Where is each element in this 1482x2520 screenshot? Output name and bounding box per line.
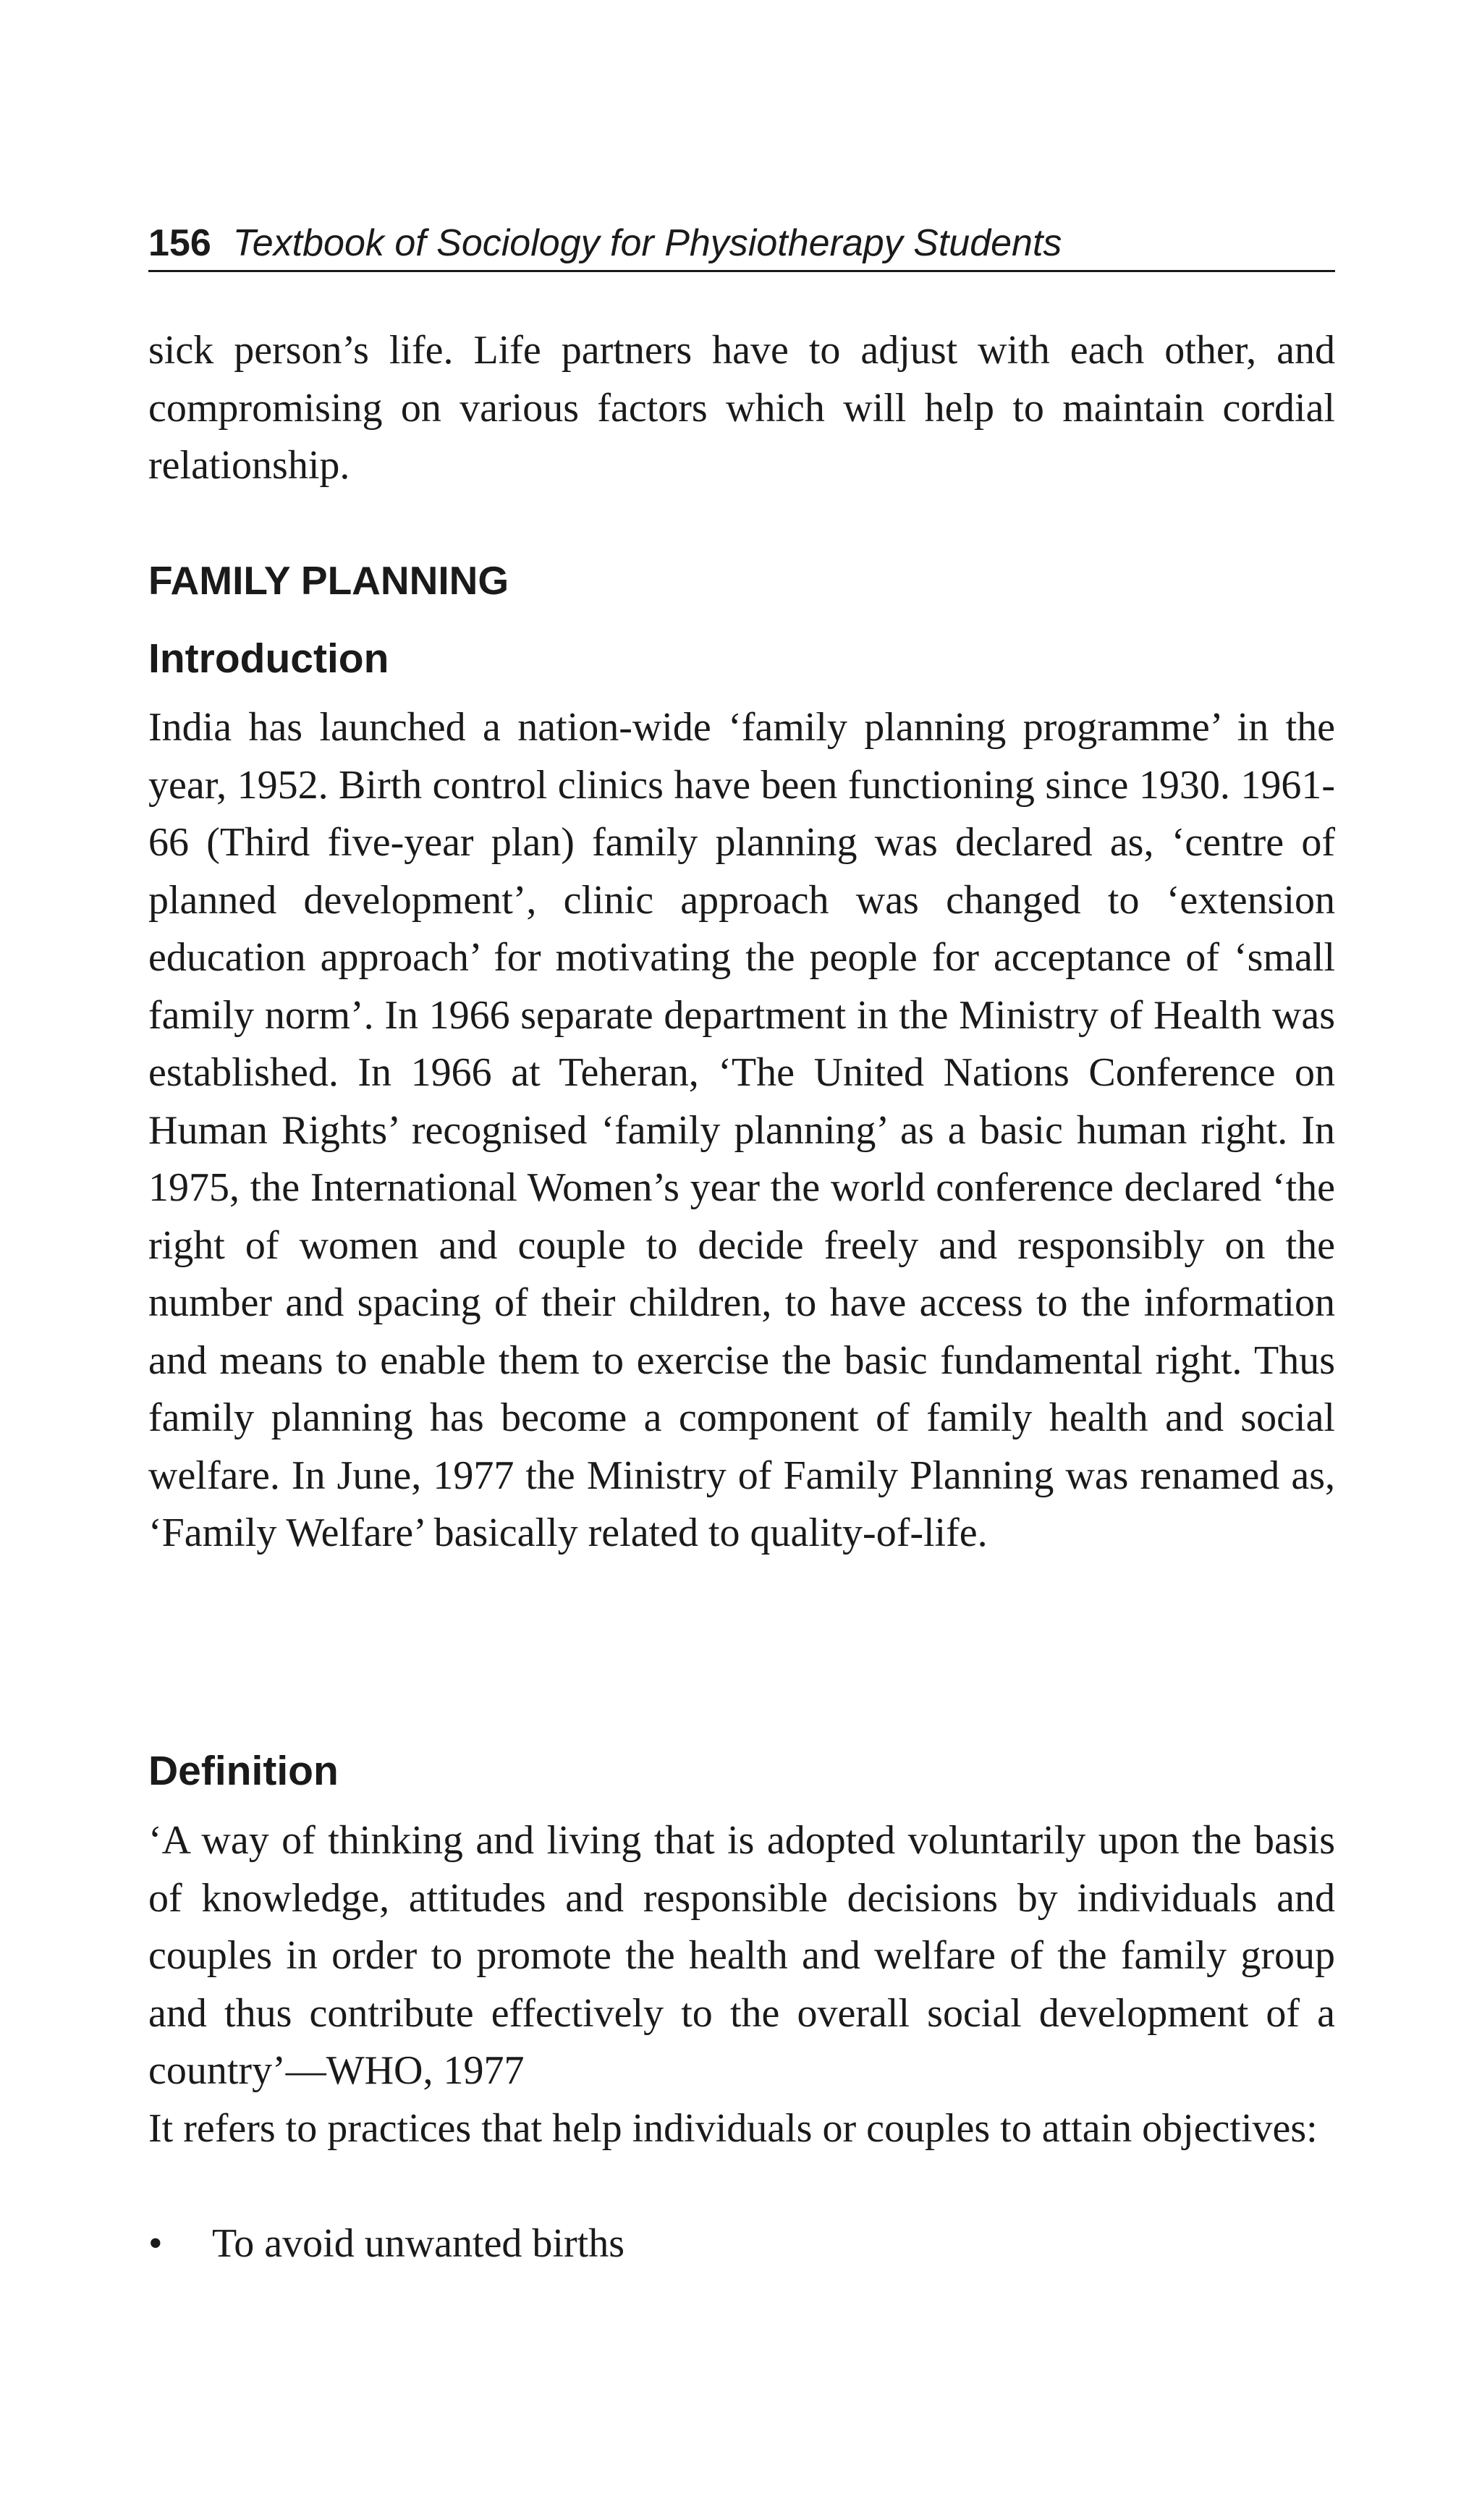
list-item [148, 2215, 1335, 2273]
introduction-paragraph: India has launched a nation-wide ‘family planning programme’ in the year, 1952. Birth control clinics have been functioning since 1930. 1961-66 (Third five-year plan) family planning was declared as, ‘centre of planned development’, clinic approach was changed to ‘extension education approach’ for motivating the people for acceptance of ‘small family norm’. In 1966 separate department in the Ministry of Health was established. In 1966 at Teheran, ‘The United Nations Conference on Human Rights’ recognised ‘family planning’ as a basic human right. In 1975, the International Women’s year the world conference declared ‘the right of women and couple to decide freely and responsibly on the number and spacing of their children, to have access to the information and means to enable them to exercise the basic fundamental right. Thus family planning has become a component of family health and social welfare. In June, 1977 the Ministry of Family Planning was renamed as, ‘Family Welfare’ basically related to quality-of-life. [148, 705, 1335, 1555]
section-title: FAMILY PLANNING [148, 558, 509, 603]
list-item-text: To avoid unwanted births [212, 2221, 624, 2266]
continuation-paragraph: sick person’s life. Life partners have to adjust with each other, and compromising on various factors which will help to maintain cordial relationship. [148, 328, 1335, 488]
book-title: Textbook of Sociology for Physiotherapy Students [232, 222, 1062, 264]
page-number: 156 [148, 222, 211, 264]
definition-heading: Definition [148, 1748, 339, 1794]
header-rule [148, 270, 1335, 272]
bullet-marker: • [148, 2221, 163, 2266]
introduction-heading: Introduction [148, 635, 389, 682]
running-head [148, 214, 1335, 272]
definition-paragraph: It refers to practices that help individuals or couples to attain objectives: [148, 2106, 1318, 2151]
objectives-list [148, 2215, 1335, 2273]
definition-quote: ‘A way of thinking and living that is adopted voluntarily upon the basis of knowledge, attitudes and responsible decisions by individuals and couples in order to promote the health and welfare of the family group and thus contribute effectively to the overall social development of a country’—WHO, 1977 [148, 1818, 1335, 2093]
